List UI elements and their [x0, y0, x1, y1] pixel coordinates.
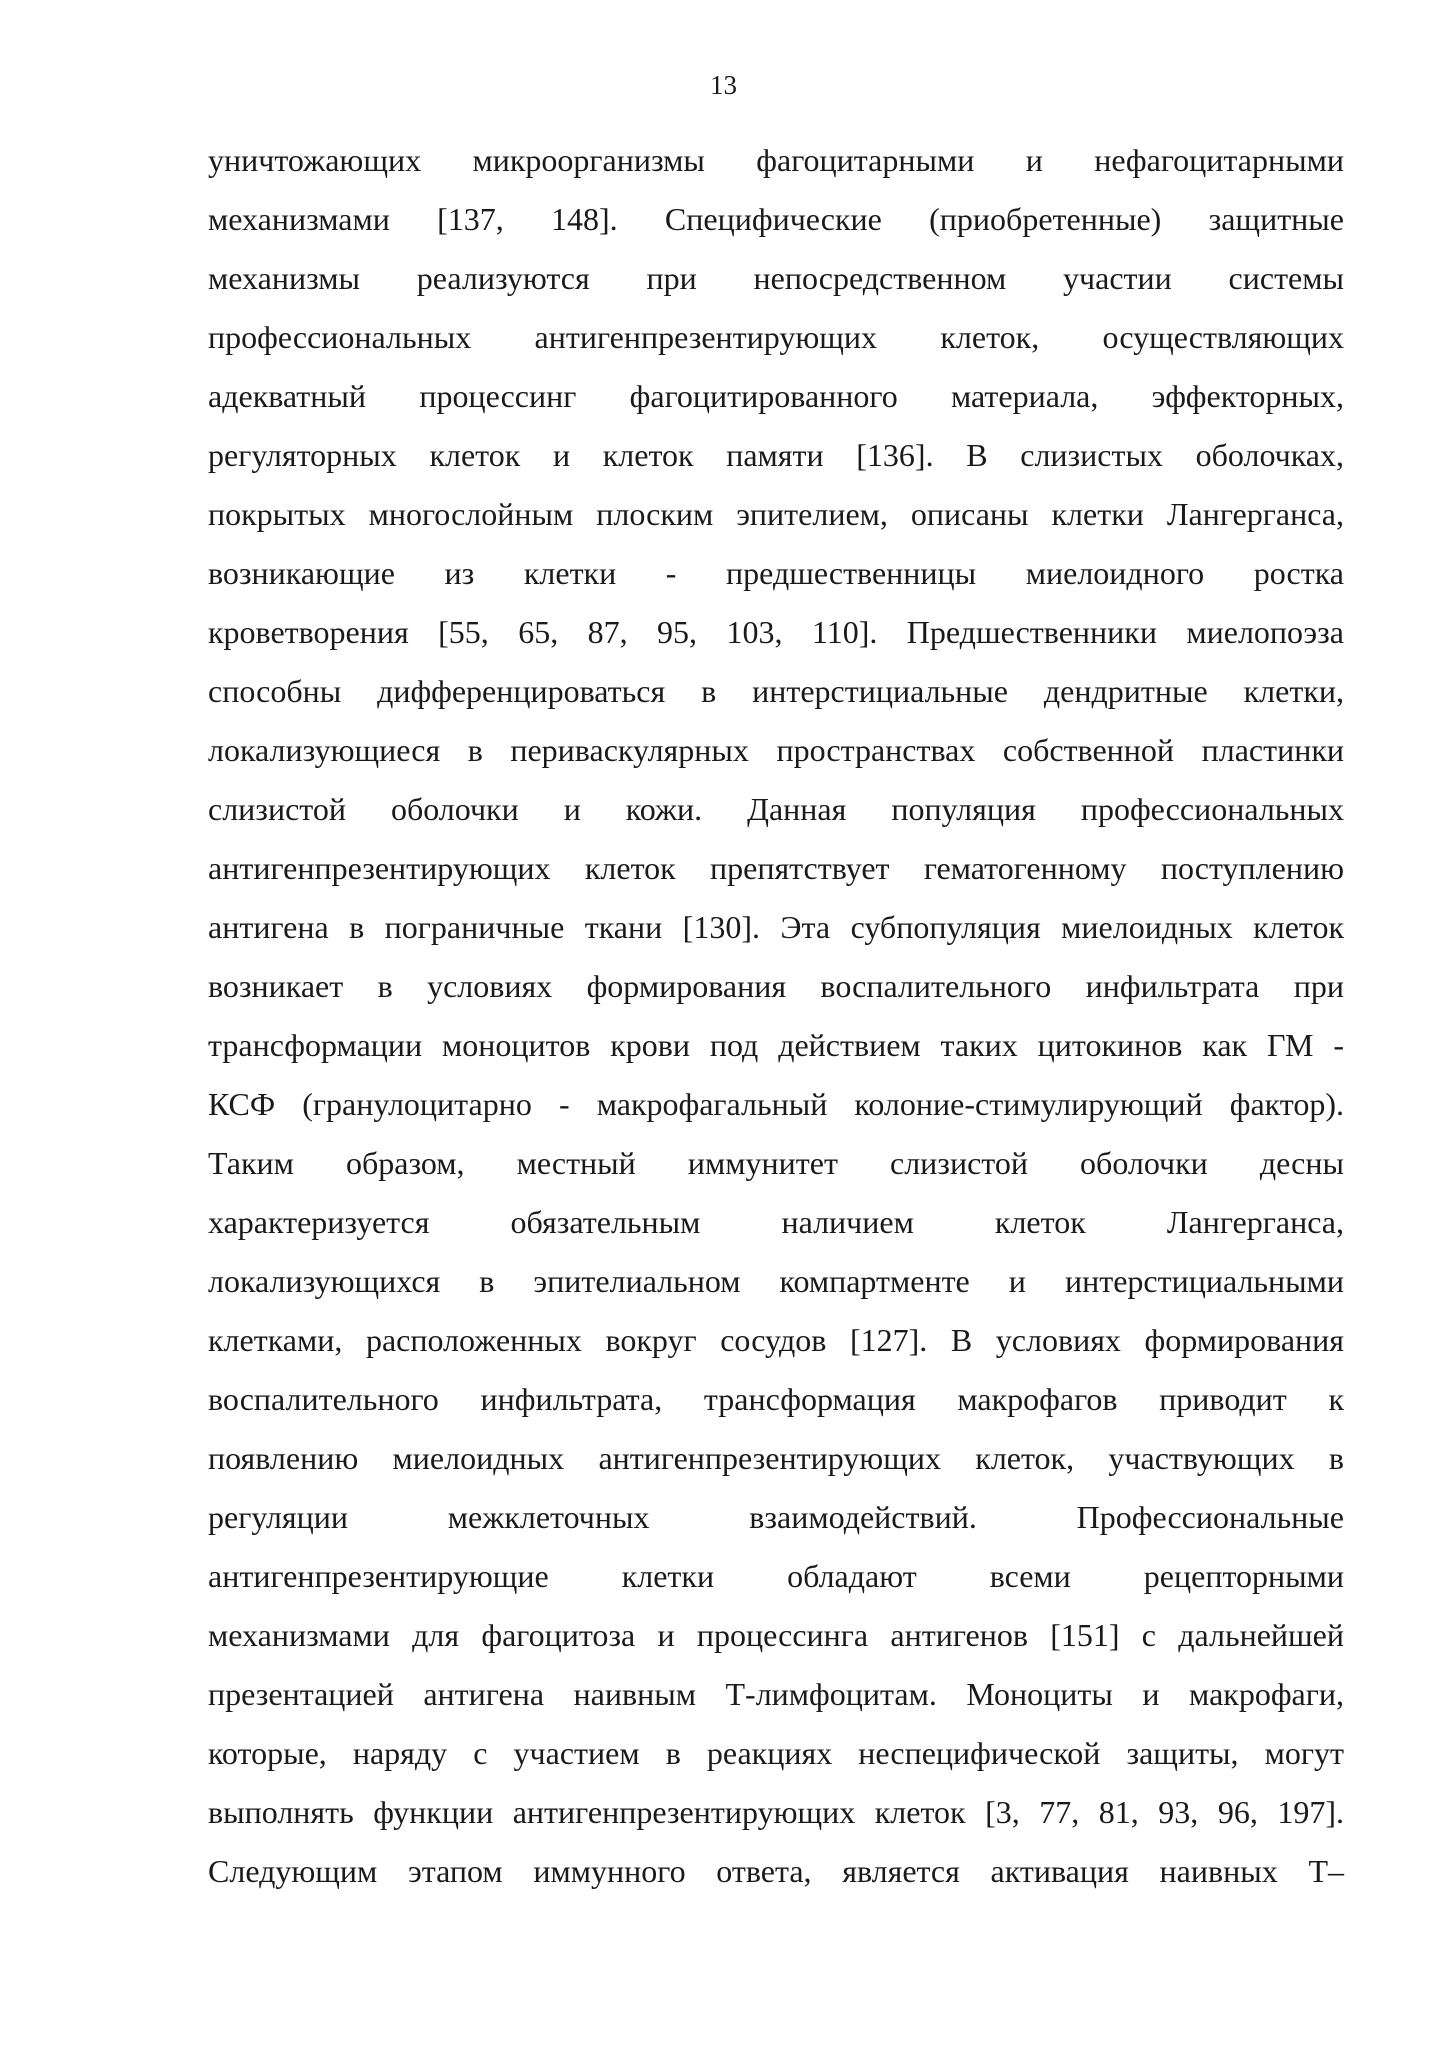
text-line: профессиональных антигенпрезентирующих клеток, осуществляющих: [208, 319, 1344, 355]
text-line: выполнять функции антигенпрезентирующих клеток [3, 77, 81, 93, 96, 197].: [208, 1794, 1344, 1830]
text-line: механизмы реализуются при непосредственном участии системы: [208, 260, 1344, 296]
text-line: локализующиеся в периваскулярных пространствах собственной пластинки: [208, 732, 1344, 768]
text-line: антигенпрезентирующие клетки обладают всеми рецепторными: [208, 1558, 1344, 1594]
text-line: уничтожающих микроорганизмы фагоцитарными и нефагоцитарными: [208, 142, 1344, 178]
text-line: регуляции межклеточных взаимодействий. Профессиональные: [208, 1499, 1344, 1535]
text-line: возникает в условиях формирования воспалительного инфильтрата при: [208, 968, 1344, 1004]
text-line: механизмами [137, 148]. Специфические (приобретенные) защитные: [208, 201, 1344, 237]
text-line: презентацией антигена наивным Т-лимфоцитам. Моноциты и макрофаги,: [208, 1676, 1344, 1712]
text-line: адекватный процессинг фагоцитированного материала, эффекторных,: [208, 378, 1344, 414]
body-text: [208, 131, 1344, 1901]
text-line: слизистой оболочки и кожи. Данная популяция профессиональных: [208, 791, 1344, 827]
text-line: КСФ (гранулоцитарно - макрофагальный колоние-стимулирующий фактор).: [208, 1086, 1344, 1122]
text-line: которые, наряду с участием в реакциях неспецифической защиты, могут: [208, 1735, 1344, 1771]
text-line: характеризуется обязательным наличием клеток Лангерганса,: [208, 1204, 1344, 1240]
text-line: антигенпрезентирующих клеток препятствует гематогенному поступлению: [208, 850, 1344, 886]
text-line: антигена в пограничные ткани [130]. Эта субпопуляция миелоидных клеток: [208, 909, 1344, 945]
page-number: 13: [710, 70, 737, 100]
text-line: кроветворения [55, 65, 87, 95, 103, 110]. Предшественники миелопоэза: [208, 614, 1344, 650]
text-line: покрытых многослойным плоским эпителием, описаны клетки Лангерганса,: [208, 496, 1344, 532]
text-line: механизмами для фагоцитоза и процессинга антигенов [151] с дальнейшей: [208, 1617, 1344, 1653]
text-line: локализующихся в эпителиальном компартменте и интерстициальными: [208, 1263, 1344, 1299]
text-line: трансформации моноцитов крови под действием таких цитокинов как ГМ -: [208, 1027, 1344, 1063]
text-line: появлению миелоидных антигенпрезентирующих клеток, участвующих в: [208, 1440, 1344, 1476]
text-line: воспалительного инфильтрата, трансформация макрофагов приводит к: [208, 1381, 1344, 1417]
text-line: способны дифференцироваться в интерстициальные дендритные клетки,: [208, 673, 1344, 709]
text-line: Таким образом, местный иммунитет слизистой оболочки десны: [208, 1145, 1344, 1181]
text-line: возникающие из клетки - предшественницы миелоидного ростка: [208, 555, 1344, 591]
text-line: регуляторных клеток и клеток памяти [136]. В слизистых оболочках,: [208, 437, 1344, 473]
text-line: Следующим этапом иммунного ответа, является активация наивных Т–: [208, 1853, 1344, 1889]
text-line: клетками, расположенных вокруг сосудов [127]. В условиях формирования: [208, 1322, 1344, 1358]
